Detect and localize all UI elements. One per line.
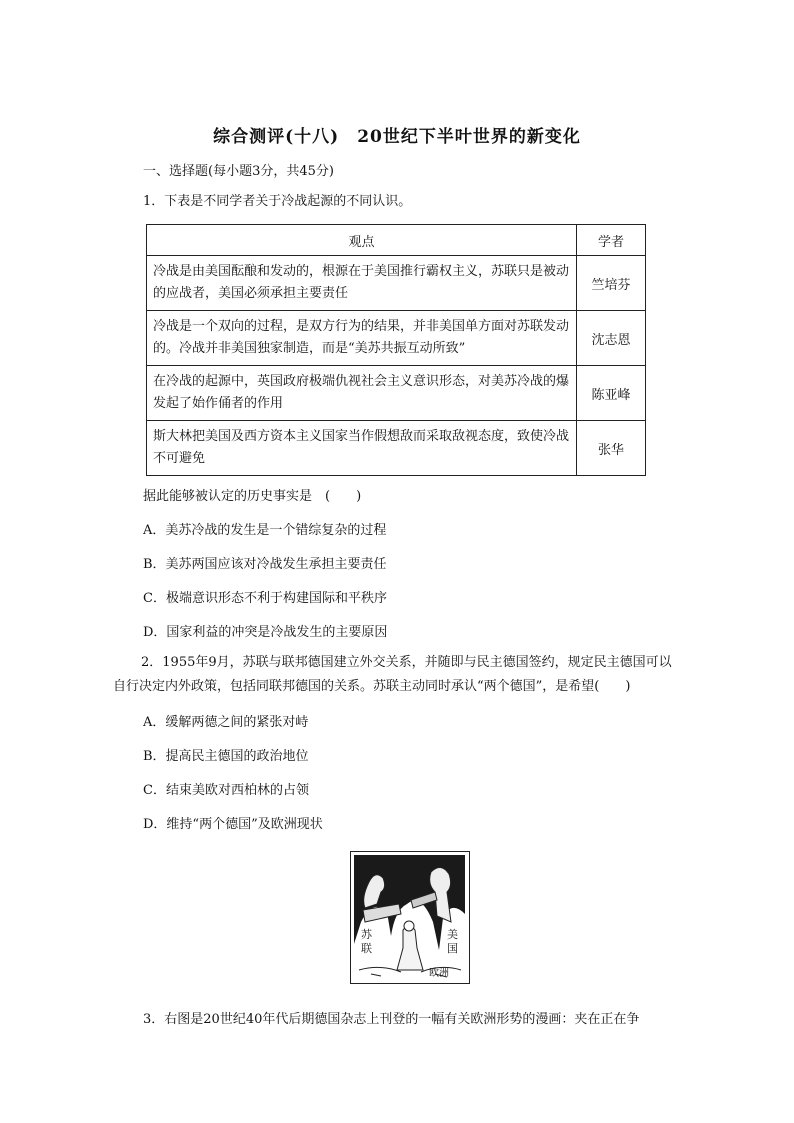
question-2-option-b: B．提高民主德国的政治地位	[143, 749, 309, 764]
table-row	[147, 421, 646, 476]
question-2-option-a: A．缓解两德之间的紧张对峙	[143, 715, 309, 730]
question-1-prompt: 据此能够被认定的历史事实是 ( )	[143, 489, 362, 504]
table-cell-scholar: 陈亚峰	[577, 366, 646, 421]
question-1-option-c: C．极端意识形态不利于构建国际和平秩序	[143, 591, 387, 606]
table-cell-view: 冷战是由美国酝酿和发动的，根源在于美国推行霸权主义，苏联只是被动的应战者，美国必须承担主要责任	[147, 256, 577, 311]
table-row	[147, 366, 646, 421]
table-cell-scholar: 张华	[577, 421, 646, 476]
table-header-row	[147, 225, 646, 256]
table-row	[147, 256, 646, 311]
cartoon-illustration	[351, 852, 468, 982]
question-3-stem: 3．右图是20世纪40年代后期德国杂志上刊登的一幅有关欧洲形势的漫画：夹在正在争	[143, 1012, 640, 1027]
cartoon-label-left-1: 苏	[361, 928, 372, 941]
table-cell-view: 冷战是一个双向的过程，是双方行为的结果，并非美国单方面对苏联发动的。冷战并非美国独家制造，而是“美苏共振互动所致”	[147, 311, 577, 366]
question-1-stem: 1．下表是不同学者关于冷战起源的不同认识。	[143, 194, 412, 209]
question-1-option-a: A．美苏冷战的发生是一个错综复杂的过程	[143, 523, 387, 538]
question-2-stem: 2．1955年9月，苏联与联邦德国建立外交关系，并随即与民主德国签约，规定民主德国可以自行决定内外政策，包括同联邦德国的关系。苏联主动同时承认“两个德国”，是希望( )	[113, 655, 672, 694]
cartoon-label-bottom: 欧洲	[429, 968, 449, 979]
table-header-scholar: 学者	[577, 225, 646, 256]
table-row	[147, 311, 646, 366]
table-cell-view: 在冷战的起源中，英国政府极端仇视社会主义意识形态，对美苏冷战的爆发起了始作俑者的作用	[147, 366, 577, 421]
table-cell-scholar: 沈志恩	[577, 311, 646, 366]
table-cell-scholar: 竺培芬	[577, 256, 646, 311]
page-title: 综合测评(十八) 20世纪下半叶世界的新变化	[213, 127, 581, 147]
scholar-views-table	[146, 224, 646, 476]
question-1-option-b: B．美苏两国应该对冷战发生承担主要责任	[143, 557, 387, 572]
cartoon-label-right-1: 美	[447, 928, 458, 941]
political-cartoon	[350, 851, 470, 984]
question-1-option-d: D．国家利益的冲突是冷战发生的主要原因	[143, 625, 388, 640]
question-2-option-c: C．结束美欧对西柏林的占领	[143, 783, 309, 798]
question-2-option-d: D．维持“两个德国”及欧洲现状	[143, 817, 323, 832]
table-cell-view: 斯大林把美国及西方资本主义国家当作假想敌而采取敌视态度，致使冷战不可避免	[147, 421, 577, 476]
cartoon-label-left-2: 联	[361, 942, 372, 955]
section-heading: 一、选择题(每小题3分，共45分)	[143, 164, 334, 179]
table-header-view: 观点	[147, 225, 577, 256]
cartoon-label-right-2: 国	[447, 942, 458, 955]
